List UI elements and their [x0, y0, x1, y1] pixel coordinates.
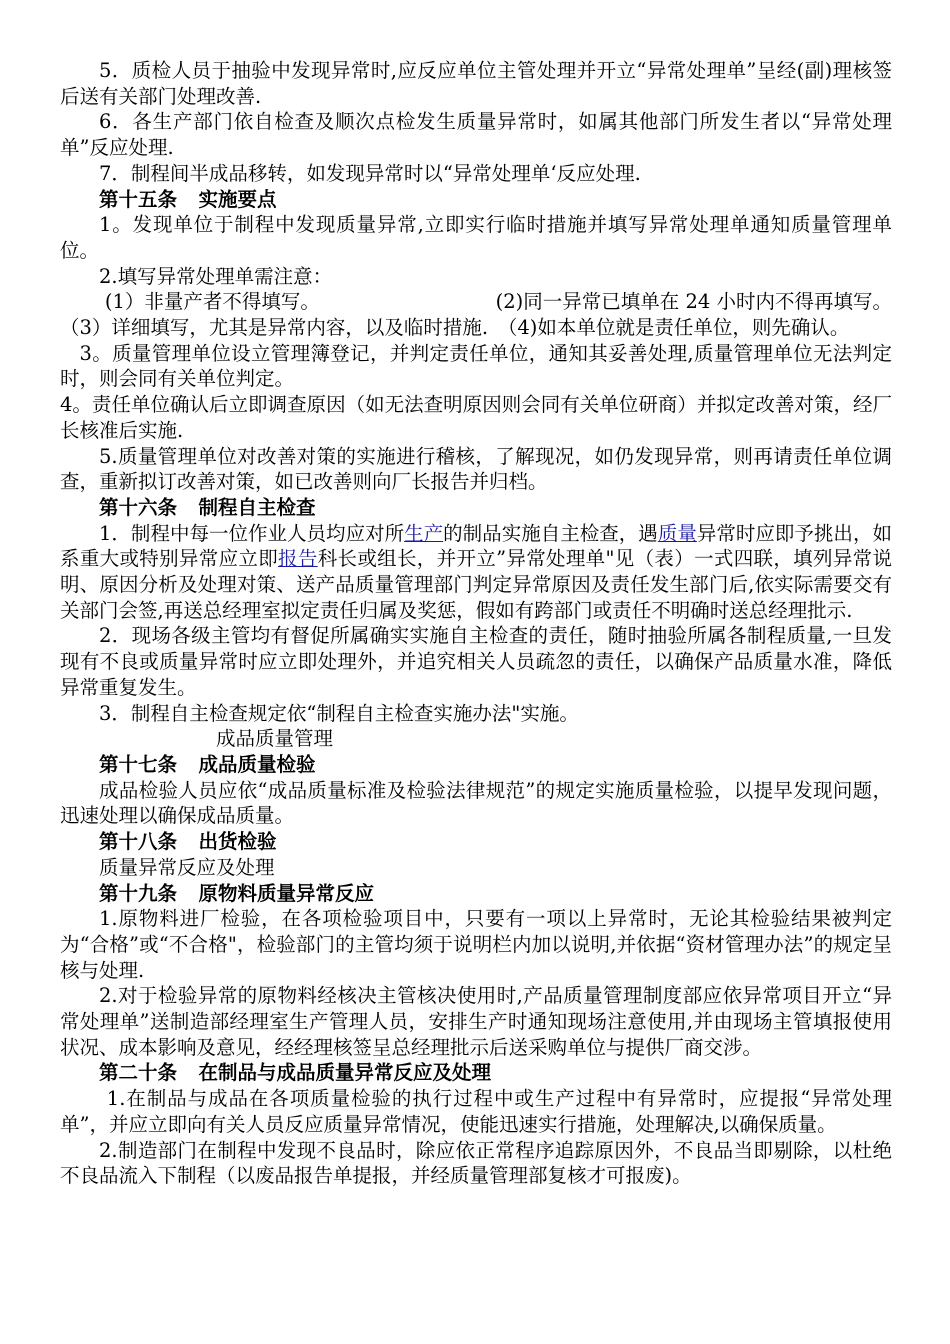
paragraph: 2.对于检验异常的原物料经核决主管核决使用时,产品质量管理制度部应依异常项目开立“异常处理单”送制造部经理室生产管理人员，安排生产时通知现场注意使用,并由现场主管填报使用状况、成本影响及意见，经经理核签呈总经理批示后送采购单位与提供厂商交涉。: [60, 984, 892, 1059]
paragraph: 1.在制品与成品在各项质量检验的执行过程中或生产过程中有异常时，应提报“异常处理单”，并应立即向有关人员反应质量异常情况，使能迅速实行措施，处理解决,以确保质量。: [60, 1087, 892, 1136]
paragraph: （3）详细填写，尤其是异常内容，以及临时措施. （4)如本单位就是责任单位，则先确认。: [60, 316, 850, 340]
paragraph: 3。质量管理单位设立管理簿登记，并判定责任单位，通知其妥善处理,质量管理单位无法判定时，则会同有关单位判定。: [60, 341, 892, 391]
article-number: 第二十条: [99, 1061, 178, 1085]
paragraph: 1．制程中每一位作业人员均应对所生产的制品实施自主检查，遇质量异常时应即予挑出，如系重大或特别异常应立即报告科长或组长，并开立”异常处理单"见（表）一式四联，填列异常说明、原因分析及处理对策、送产品质量管理部门判定异常原因及责任发生部门后,依实际需要交有关部门会签,再送总经理室拟定责任归属及奖惩，假如有跨部门或责任不明确时送总经理批示.: [60, 521, 892, 622]
paragraph: 2.填写异常处理单需注意：: [99, 264, 333, 288]
link-quality[interactable]: 质量: [657, 521, 697, 545]
paragraph-row: [60, 289, 892, 315]
list-item: (2)同一异常已填单在 24 小时内不得再填写。: [495, 290, 892, 314]
section-heading-16: [60, 495, 892, 521]
paragraph: 5.质量管理单位对改善对策的实施进行稽核，了解现况，如仍发现异常，则再请责任单位调查，重新拟订改善对策，如已改善则向厂长报告并归档。: [60, 444, 892, 494]
paragraph: 2．现场各级主管均有督促所属确实实施自主检查的责任，随时抽验所属各制程质量,一旦发现有不良或质量异常时应立即处理外，并追究相关人员疏忽的责任，以确保产品质量水准，降低异常重复发生。: [60, 624, 892, 699]
subsection-title: 质量异常反应及处理: [99, 855, 275, 879]
paragraph: 3．制程自主检查规定依“制程自主检查实施办法"实施。: [99, 701, 579, 725]
paragraph: 1.原物料进厂检验，在各项检验项目中，只要有一项以上异常时，无论其检验结果被判定为“合格”或“不合格"，检验部门的主管均须于说明栏内加以说明,并依据“资材管理办法”的规定呈核与处理.: [60, 907, 892, 982]
paragraph: 成品检验人员应依“成品质量标准及检验法律规范”的规定实施质量检验，以提早发现问题，迅速处理以确保成品质量。: [60, 778, 892, 828]
paragraph: 6．各生产部门依自检查及顺次点检发生质量异常时，如属其他部门所发生者以“异常处理单”反应处理.: [60, 110, 892, 160]
article-number: 第十八条: [99, 830, 178, 854]
paragraph: 1。发现单位于制程中发现质量异常,立即实行临时措施并填写异常处理单通知质量管理单位。: [60, 213, 892, 262]
paragraph: 5．质检人员于抽验中发现异常时,应反应单位主管处理并开立“异常处理单”呈经(副)理核签后送有关部门处理改善.: [60, 59, 892, 108]
section-heading-15: [60, 187, 892, 213]
link-production[interactable]: 生产: [404, 521, 444, 545]
article-title: 成品质量检验: [198, 752, 316, 776]
section-heading-18: [60, 829, 892, 855]
paragraph: 7．制程间半成品移转，如发现异常时以“异常处理单‘反应处理.: [99, 161, 641, 185]
article-title: 实施要点: [198, 187, 277, 211]
document-body: [60, 58, 892, 1189]
section-heading-19: [60, 881, 892, 907]
subsection-title: 成品质量管理: [216, 727, 334, 751]
article-number: 第十五条: [99, 187, 178, 211]
link-report[interactable]: 报告: [278, 547, 318, 571]
article-number: 第十七条: [99, 752, 178, 776]
section-heading-17: [60, 752, 892, 778]
article-title: 制程自主检查: [198, 495, 316, 519]
paragraph: 2.制造部门在制程中发现不良品时，除应依正常程序追踪原因外，不良品当即剔除，以杜绝不良品流入下制程（以废品报告单提报，并经质量管理部复核才可报废)。: [60, 1138, 892, 1188]
article-number: 第十六条: [99, 495, 178, 519]
article-number: 第十九条: [99, 881, 178, 905]
paragraph: 4。责任单位确认后立即调查原因（如无法查明原因则会同有关单位研商）并拟定改善对策，经厂长核准后实施.: [60, 393, 892, 442]
article-title: 原物料质量异常反应: [198, 881, 374, 905]
article-title: 出货检验: [198, 830, 277, 854]
list-item: (1）非量产者不得填写。: [104, 290, 320, 314]
section-heading-20: [60, 1060, 892, 1086]
article-title: 在制品与成品质量异常反应及处理: [198, 1061, 491, 1085]
